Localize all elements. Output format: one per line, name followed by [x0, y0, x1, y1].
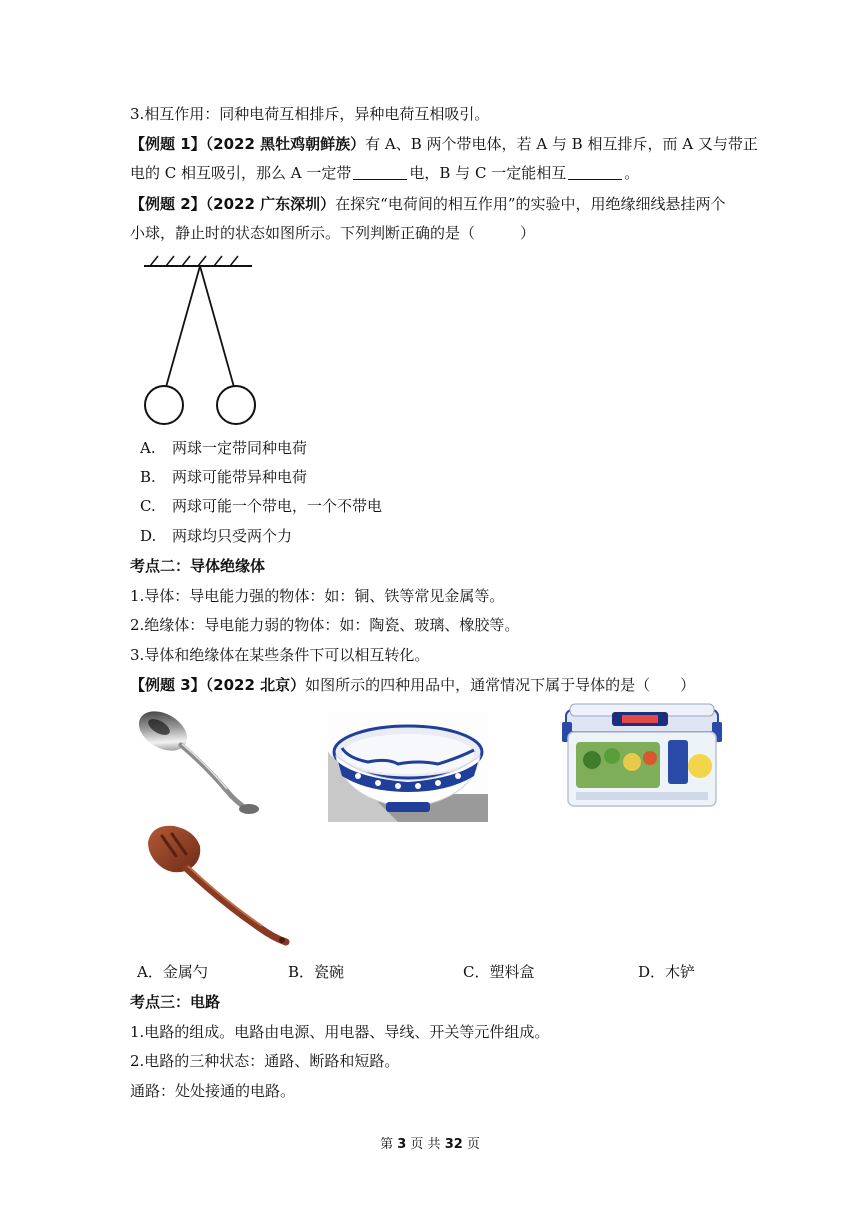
wooden-spatula-picture: [142, 822, 297, 948]
option-c[interactable]: [140, 496, 382, 516]
example2-source: （2022 广东深圳）: [205, 195, 336, 213]
caption-d-text: 木铲: [665, 963, 696, 981]
section2-title: 考点二：导体绝缘体: [130, 557, 266, 575]
porcelain-bowl-picture: [328, 712, 488, 822]
example2-line1: [130, 194, 726, 214]
section3-p2: 2.电路的三种状态：通路、断路和短路。: [130, 1052, 400, 1070]
page-number: 3: [397, 1137, 407, 1152]
example1-tag: 【例题 1】: [130, 135, 206, 153]
section2-p1: 1.导体：导电能力强的物体：如：铜、铁等常见金属等。: [130, 587, 505, 605]
caption-b-key: B．: [288, 963, 315, 981]
caption-d[interactable]: [638, 962, 695, 982]
example2-tag: 【例题 2】: [130, 195, 206, 213]
answer-blank-1[interactable]: [353, 165, 407, 180]
example3-text: 如图所示的四种用品中，通常情况下属于导体的是（ ）: [305, 676, 696, 694]
option-b-text: 两球可能带异种电荷: [172, 468, 308, 486]
caption-a[interactable]: [137, 962, 208, 982]
caption-d-key: D．: [638, 963, 666, 981]
answer-blank-2[interactable]: [568, 165, 622, 180]
footer-pre: 第: [380, 1137, 394, 1152]
option-d-text: 两球均只受两个力: [172, 527, 293, 545]
caption-a-text: 金属勺: [162, 963, 208, 981]
section3-p1: 1.电路的组成。电路由电源、用电器、导线、开关等元件组成。: [130, 1023, 550, 1041]
section3-p3: 通路：处处接通的电路。: [130, 1082, 296, 1100]
page-footer: [0, 1133, 860, 1152]
example1-line1: [130, 134, 758, 154]
example1-text-a: 有 A、B 两个带电体，若 A 与 B 相互排斥，而 A 又与带正: [365, 135, 758, 153]
caption-a-key: A．: [137, 963, 163, 981]
example1-text-b1: 电的 C 相互吸引，那么 A 一定带: [130, 164, 352, 182]
section2-p3: 3.导体和绝缘体在某些条件下可以相互转化。: [130, 646, 430, 664]
caption-c-key: C．: [463, 963, 490, 981]
metal-spoon-picture: [135, 705, 265, 820]
example2-line2: 小球，静止时的状态如图所示。下列判断正确的是（ ）: [130, 224, 536, 242]
caption-b-text: 瓷碗: [314, 963, 345, 981]
page-total: 32: [444, 1137, 463, 1152]
example1-text-b2: 电，B 与 C 一定能相互: [409, 164, 567, 182]
caption-c[interactable]: [463, 962, 535, 982]
pendulum-figure: [138, 252, 258, 432]
option-c-key: C.: [140, 497, 156, 515]
section3-title: 考点三：电路: [130, 993, 221, 1011]
example3-line: [130, 675, 695, 695]
section2-p2: 2.绝缘体：导电能力弱的物体：如：陶瓷、玻璃、橡胶等。: [130, 616, 520, 634]
option-c-text: 两球可能一个带电，一个不带电: [172, 497, 383, 515]
caption-b[interactable]: [288, 962, 344, 982]
interaction-rule: 3.相互作用：同种电荷互相排斥，异种电荷互相吸引。: [130, 105, 490, 123]
footer-mid: 页 共: [410, 1137, 441, 1152]
option-a[interactable]: [140, 438, 307, 458]
option-a-text: 两球一定带同种电荷: [172, 439, 308, 457]
option-d[interactable]: [140, 526, 292, 546]
caption-c-text: 塑料盒: [489, 963, 535, 981]
option-a-key: A.: [140, 439, 156, 457]
example1-source: （2022 黑牡鸡朝鲜族）: [205, 135, 366, 153]
option-b-key: B.: [140, 468, 156, 486]
plastic-box-picture: [562, 700, 722, 812]
footer-post: 页: [466, 1137, 480, 1152]
example3-source: （2022 北京）: [205, 676, 306, 694]
example1-text-b3: 。: [624, 164, 640, 182]
example3-tag: 【例题 3】: [130, 676, 206, 694]
example1-line2: [130, 163, 639, 183]
example2-text-a: 在探究“电荷间的相互作用”的实验中，用绝缘细线悬挂两个: [335, 195, 726, 213]
option-d-key: D.: [140, 527, 157, 545]
option-b[interactable]: [140, 467, 307, 487]
